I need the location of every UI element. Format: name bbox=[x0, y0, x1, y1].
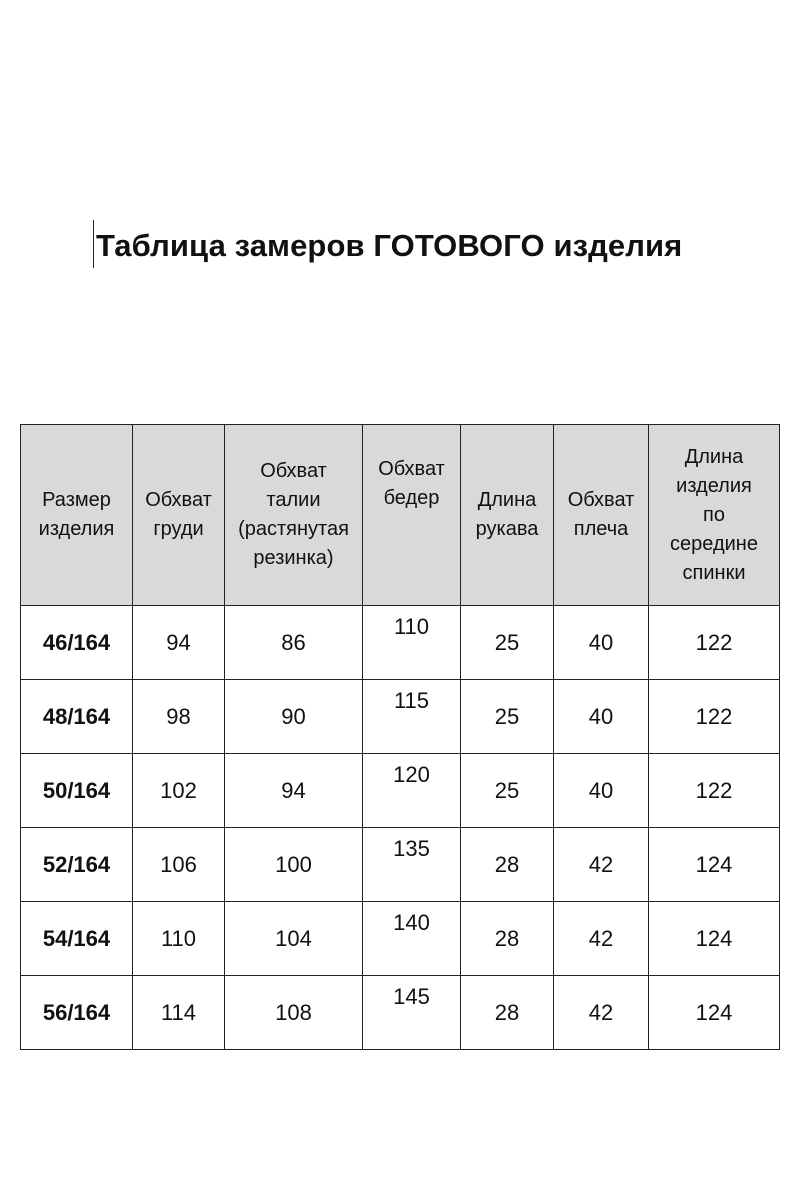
table-body bbox=[21, 606, 780, 1050]
cell-chest: 110 bbox=[133, 902, 225, 976]
header-line: изделия bbox=[676, 474, 752, 497]
header-line: рукава bbox=[475, 518, 539, 540]
page-title: Таблица замеров ГОТОВОГО изделия bbox=[96, 228, 683, 263]
table-header bbox=[21, 425, 780, 606]
cell-chest: 114 bbox=[133, 976, 225, 1050]
cell-chest: 106 bbox=[133, 828, 225, 902]
cell-shoulder: 40 bbox=[554, 680, 649, 754]
header-line: талии bbox=[266, 489, 321, 511]
cell-hips: 110 bbox=[363, 606, 461, 680]
cell-sleeve-length: 28 bbox=[461, 976, 554, 1050]
header-back-length bbox=[649, 425, 780, 606]
cell-sleeve-length: 25 bbox=[461, 606, 554, 680]
size-table bbox=[20, 424, 780, 1050]
cell-back-length: 124 bbox=[649, 828, 780, 902]
header-waist bbox=[225, 425, 363, 606]
header-line: Обхват bbox=[145, 489, 212, 511]
header-sleeve-length bbox=[461, 425, 554, 606]
header-line: изделия bbox=[38, 518, 115, 540]
header-line: Обхват bbox=[567, 489, 635, 511]
cell-chest: 102 bbox=[133, 754, 225, 828]
cell-waist: 86 bbox=[225, 606, 363, 680]
header-hips bbox=[363, 425, 461, 606]
cell-size: 50/164 bbox=[21, 754, 133, 828]
cell-sleeve-length: 28 bbox=[461, 902, 554, 976]
header-row bbox=[21, 425, 780, 606]
header-line: Длина bbox=[477, 489, 537, 511]
cell-shoulder: 40 bbox=[554, 754, 649, 828]
header-line: по bbox=[703, 503, 725, 526]
header-line: плеча bbox=[573, 518, 629, 540]
cell-hips: 120 bbox=[363, 754, 461, 828]
cell-waist: 94 bbox=[225, 754, 363, 828]
cell-waist: 100 bbox=[225, 828, 363, 902]
header-line: спинки bbox=[682, 561, 746, 584]
header-line: бедер bbox=[383, 487, 440, 509]
header-shoulder bbox=[554, 425, 649, 606]
text-cursor bbox=[93, 220, 94, 268]
table-row bbox=[21, 680, 780, 754]
cell-back-length: 122 bbox=[649, 680, 780, 754]
header-line: Обхват bbox=[378, 458, 445, 480]
cell-chest: 98 bbox=[133, 680, 225, 754]
cell-chest: 94 bbox=[133, 606, 225, 680]
cell-shoulder: 42 bbox=[554, 976, 649, 1050]
cell-size: 48/164 bbox=[21, 680, 133, 754]
header-line: середине bbox=[670, 532, 758, 555]
cell-sleeve-length: 28 bbox=[461, 828, 554, 902]
header-line: Обхват bbox=[260, 460, 327, 482]
table-row bbox=[21, 828, 780, 902]
cell-sleeve-length: 25 bbox=[461, 754, 554, 828]
cell-back-length: 124 bbox=[649, 902, 780, 976]
cell-back-length: 122 bbox=[649, 754, 780, 828]
table-row bbox=[21, 606, 780, 680]
cell-shoulder: 42 bbox=[554, 902, 649, 976]
cell-size: 52/164 bbox=[21, 828, 133, 902]
cell-size: 54/164 bbox=[21, 902, 133, 976]
table-row bbox=[21, 976, 780, 1050]
cell-hips: 135 bbox=[363, 828, 461, 902]
header-chest bbox=[133, 425, 225, 606]
cell-sleeve-length: 25 bbox=[461, 680, 554, 754]
header-line: Длина bbox=[684, 445, 744, 468]
cell-back-length: 124 bbox=[649, 976, 780, 1050]
header-size bbox=[21, 425, 133, 606]
table-row bbox=[21, 754, 780, 828]
cell-back-length: 122 bbox=[649, 606, 780, 680]
cell-shoulder: 42 bbox=[554, 828, 649, 902]
header-line: (растянутая bbox=[238, 518, 349, 540]
cell-hips: 115 bbox=[363, 680, 461, 754]
cell-shoulder: 40 bbox=[554, 606, 649, 680]
cell-hips: 145 bbox=[363, 976, 461, 1050]
cell-waist: 108 bbox=[225, 976, 363, 1050]
cell-size: 46/164 bbox=[21, 606, 133, 680]
header-line: резинка) bbox=[253, 547, 334, 569]
cell-hips: 140 bbox=[363, 902, 461, 976]
header-line: Размер bbox=[42, 489, 111, 511]
cell-waist: 90 bbox=[225, 680, 363, 754]
header-line: груди bbox=[153, 518, 204, 540]
cell-waist: 104 bbox=[225, 902, 363, 976]
table-row bbox=[21, 902, 780, 976]
cell-size: 56/164 bbox=[21, 976, 133, 1050]
